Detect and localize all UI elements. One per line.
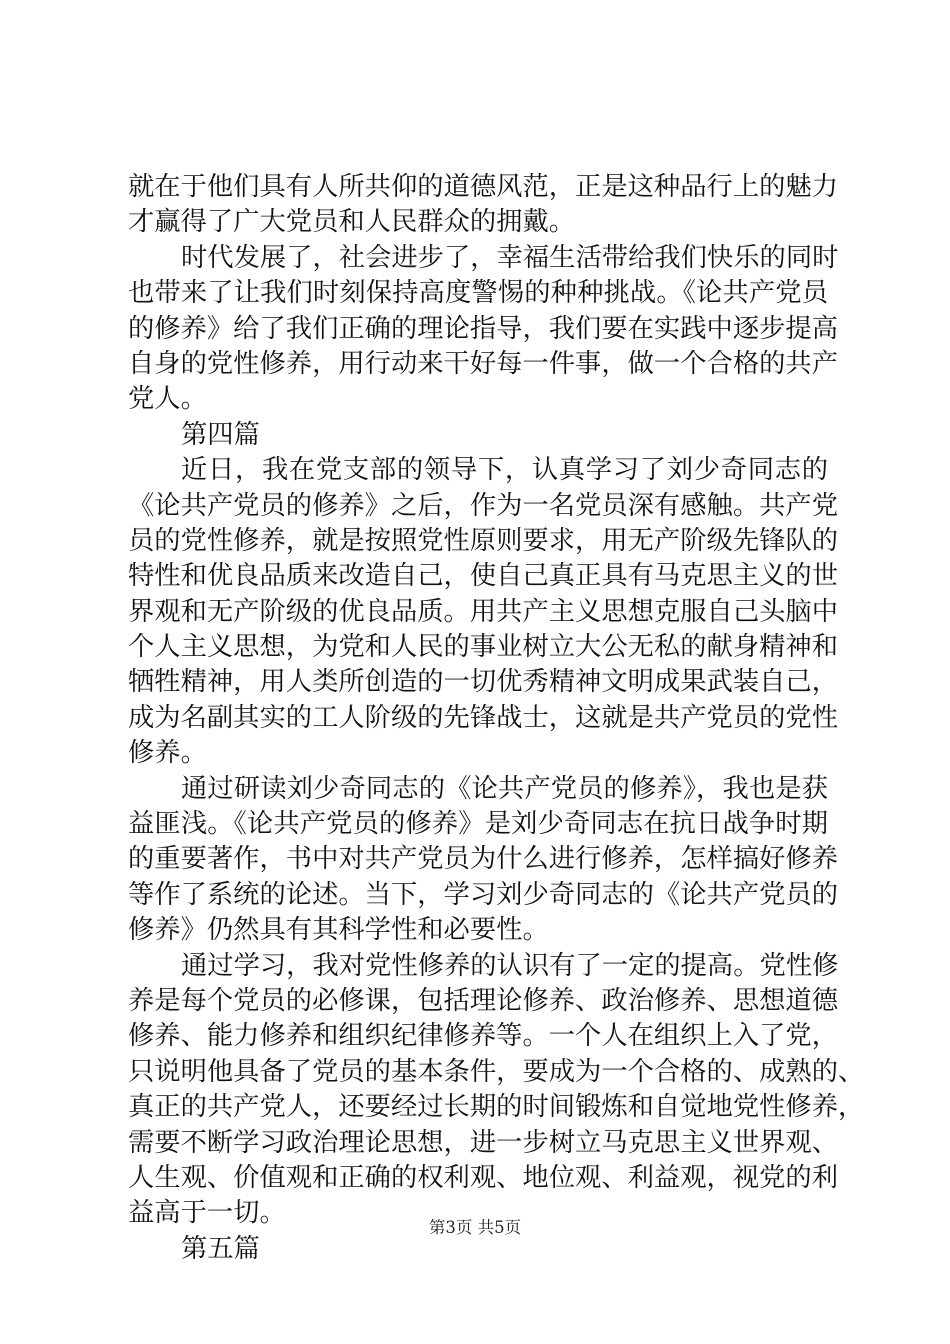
page-footer: 第3页 共5页 [428,1218,522,1237]
text-line: 修养。 [128,738,207,769]
text-line: 养是每个党员的必修课，包括理论修养、政治修养、思想道德 [128,985,839,1016]
text-line: 《论共产党员的修养》之后，作为一名党员深有感触。共产党 [128,490,839,521]
text-line: 就在于他们具有人所共仰的道德风范，正是这种品行上的魅力 [128,172,839,202]
document-body [128,170,865,1267]
text-line: 修养、能力修养和组织纪律修养等。一个人在组织上入了党， [128,1021,839,1052]
text-line: 自身的党性修养，用行动来干好每一件事，做一个合格的共产 [128,348,839,379]
text-line: 通过学习，我对党性修养的认识有了一定的提高。党性修 [181,950,839,981]
text-line: 牺牲精神，用人类所创造的一切优秀精神文明成果武装自己， [128,667,839,698]
section-heading: 第四篇 [181,419,260,450]
text-line: 人生观、价值观和正确的权利观、地位观、利益观，视党的利 [128,1162,839,1193]
text-line: 的重要著作，书中对共产党员为什么进行修养，怎样搞好修养 [128,844,839,875]
text-line: 界观和无产阶级的优良品质。用共产主义思想克服自己头脑中 [128,596,839,627]
text-line: 近日，我在党支部的领导下，认真学习了刘少奇同志的 [181,455,828,486]
text-line: 需要不断学习政治理论思想，进一步树立马克思主义世界观、 [128,1127,839,1158]
text-line: 只说明他具备了党员的基本条件，要成为一个合格的、成熟的、 [128,1056,865,1087]
text-line: 也带来了让我们时刻保持高度警惕的种种挑战。《论共产党员 [128,278,828,309]
text-line: 等作了系统的论述。当下，学习刘少奇同志的《论共产党员的 [128,879,839,910]
text-line: 特性和优良品质来改造自己，使自己真正具有马克思主义的世 [128,561,839,592]
text-line: 员的党性修养，就是按照党性原则要求，用无产阶级先锋队的 [128,525,839,556]
section-heading: 第五篇 [181,1233,260,1264]
text-line: 成为名副其实的工人阶级的先锋战士，这就是共产党员的党性 [128,702,839,733]
text-line: 益高于一切。 [128,1198,286,1229]
text-line: 党人。 [128,384,207,415]
text-line: 时代发展了，社会进步了，幸福生活带给我们快乐的同时 [181,242,839,273]
text-line: 个人主义思想，为党和人民的事业树立大公无私的献身精神和 [128,632,839,663]
text-line: 益匪浅。《论共产党员的修养》是刘少奇同志在抗日战争时期 [128,809,828,840]
text-line: 的修养》给了我们正确的理论指导，我们要在实践中逐步提高 [128,313,839,344]
text-line: 通过研读刘少奇同志的《论共产党员的修养》，我也是获 [181,773,828,804]
text-line: 修养》仍然具有其科学性和必要性。 [128,915,549,946]
text-line: 才赢得了广大党员和人民群众的拥戴。 [128,207,576,238]
text-line: 真正的共产党人，还要经过长期的时间锻炼和自觉地党性修养， [128,1092,865,1123]
